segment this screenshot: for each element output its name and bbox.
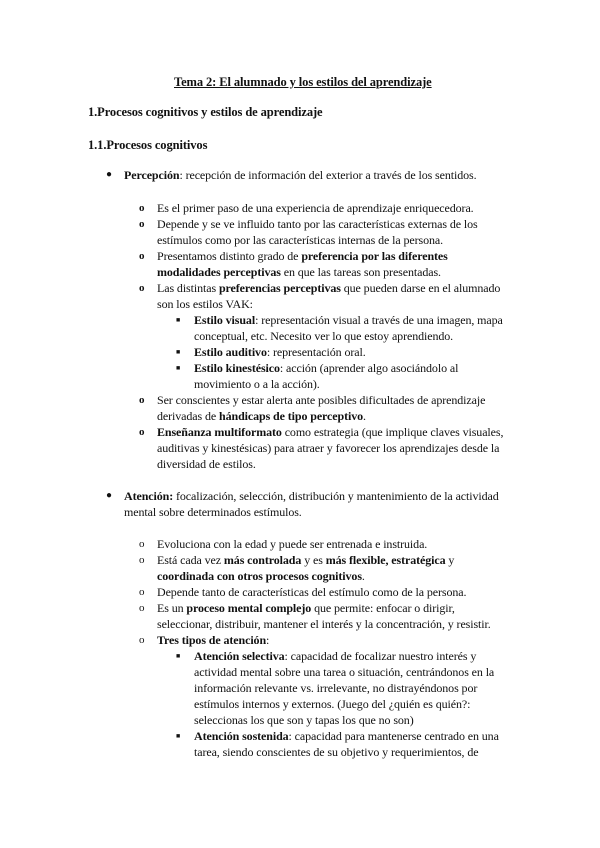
list-item: Evoluciona con la edad y puede ser entrenada e instruida.	[157, 537, 428, 551]
bullet-o: o	[139, 426, 145, 438]
bold-span: Estilo visual	[194, 313, 256, 327]
text-span: : representación oral.	[266, 345, 366, 359]
text-span: : representación visual a través de una imagen, mapa	[255, 313, 503, 327]
list-item	[157, 280, 500, 296]
bullet-o: o	[139, 250, 145, 262]
bold-span: coordinada con otros procesos cognitivos	[157, 569, 362, 583]
list-item	[157, 424, 503, 440]
bullet-o: o	[139, 602, 145, 614]
sub-item-cont: seleccionas los que son y tapas los que no son)	[194, 713, 414, 727]
bold-span: hándicaps de tipo perceptivo	[219, 409, 364, 423]
list-item: Ser conscientes y estar alerta ante posibles dificultades de aprendizaje	[157, 393, 486, 407]
percepcion-label: Percepción	[124, 168, 180, 182]
list-item	[157, 600, 455, 616]
list-item	[157, 632, 269, 648]
bold-span: proceso mental complejo	[186, 601, 312, 615]
text-span: y es	[301, 553, 326, 567]
bold-span: Tres tipos de atención	[157, 633, 267, 647]
text-span: y	[445, 553, 455, 567]
text-span: Está cada vez	[157, 553, 224, 567]
bold-span: más flexible, estratégica	[325, 553, 446, 567]
list-item-cont: estímulos como por las características internas de la persona.	[157, 233, 444, 247]
sub-item	[194, 728, 499, 744]
bullet-o: o	[139, 218, 145, 230]
section-heading: 1.Procesos cognitivos y estilos de aprendizaje	[88, 105, 323, 119]
text-span: : acción (aprender algo asociándolo al	[279, 361, 459, 375]
bullet-o: o	[139, 202, 145, 214]
vak-item	[194, 360, 458, 376]
document-title: Tema 2: El alumnado y los estilos del aprendizaje	[174, 75, 432, 89]
bold-span: Atención selectiva	[194, 649, 285, 663]
list-item-cont: diversidad de estilos.	[157, 457, 256, 471]
text-span: : capacidad de focalizar nuestro interés y	[284, 649, 477, 663]
bold-span: Atención sostenida	[194, 729, 289, 743]
bullet-square: ■	[176, 348, 181, 356]
bold-span: Enseñanza multiformato	[157, 425, 282, 439]
text-span: como estrategia (que implique claves visuales,	[281, 425, 504, 439]
bullet-square: ■	[176, 652, 181, 660]
sub-item-cont: actividad mental sobre una tarea o situación, centrándonos en la	[194, 665, 495, 679]
percepcion-line	[124, 167, 477, 183]
text-span: Presentamos distinto grado de	[157, 249, 302, 263]
text-span: derivadas de	[157, 409, 220, 423]
bold-span: Estilo auditivo	[194, 345, 267, 359]
vak-item	[194, 344, 366, 360]
list-item-cont	[157, 264, 441, 280]
text-span: Las distintas	[157, 281, 219, 295]
atencion-label: Atención:	[124, 489, 174, 503]
bold-span: preferencia por las diferentes	[301, 249, 448, 263]
bold-span: modalidades perceptivas	[157, 265, 281, 279]
text-span: Es un	[157, 601, 187, 615]
vak-item-cont: conceptual, etc. Necesito ver lo que estoy aprendiendo.	[194, 329, 454, 343]
text-span: : capacidad para mantenerse centrado en una	[288, 729, 499, 743]
list-item-cont: seleccionar, distribuir, mantener el interés y la concentración, y resistir.	[157, 617, 491, 631]
list-item-cont	[157, 568, 365, 584]
list-item	[157, 552, 454, 568]
sub-item	[194, 648, 476, 664]
text-span: en que las tareas son presentadas.	[280, 265, 441, 279]
atencion-text: focalización, selección, distribución y mantenimiento de la actividad	[173, 489, 499, 503]
bullet-o: o	[139, 586, 145, 598]
percepcion-text: : recepción de información del exterior a través de los sentidos.	[179, 168, 477, 182]
bullet-square: ■	[176, 364, 181, 372]
bullet-o: o	[139, 538, 145, 550]
atencion-line-cont: mental sobre determinados estímulos.	[124, 505, 302, 519]
bullet-o: o	[139, 554, 145, 566]
bullet-square: ■	[176, 732, 181, 740]
text-span: :	[266, 633, 270, 647]
bold-span: Estilo kinestésico	[194, 361, 280, 375]
vak-item-cont: movimiento o a la acción).	[194, 377, 320, 391]
bold-span: más controlada	[223, 553, 302, 567]
sub-item-cont: información relevante vs. irrelevante, no distrayéndonos por	[194, 681, 478, 695]
bullet-dot: ●	[106, 490, 113, 501]
bullet-o: o	[139, 394, 145, 406]
bullet-square: ■	[176, 316, 181, 324]
list-item	[157, 248, 448, 264]
sub-item-cont: estímulos internos y externos. (Juego del ¿quién es quién?:	[194, 697, 471, 711]
bullet-dot: ●	[106, 169, 113, 180]
bullet-o: o	[139, 282, 145, 294]
sub-item-cont: tarea, siendo conscientes de su objetivo y requerimientos, de	[194, 745, 479, 759]
text-span: .	[363, 409, 366, 423]
bold-span: preferencias perceptivas	[218, 281, 341, 295]
list-item: Depende y se ve influido tanto por las características externas de los	[157, 217, 478, 231]
text-span: que permite: enfocar o dirigir,	[311, 601, 455, 615]
text-span: que pueden darse en el alumnado	[340, 281, 501, 295]
atencion-line	[124, 488, 499, 504]
list-item-cont: auditivas y kinestésicas) para atraer y favorecer los aprendizajes desde la	[157, 441, 500, 455]
list-item-cont	[157, 408, 366, 424]
list-item-cont: son los estilos VAK:	[157, 297, 253, 311]
list-item: Depende tanto de características del estímulo como de la persona.	[157, 585, 467, 599]
vak-item	[194, 312, 503, 328]
subsection-heading: 1.1.Procesos cognitivos	[88, 138, 208, 152]
bullet-o: o	[139, 634, 145, 646]
text-span: .	[361, 569, 365, 583]
list-item: Es el primer paso de una experiencia de aprendizaje enriquecedora.	[157, 201, 474, 215]
